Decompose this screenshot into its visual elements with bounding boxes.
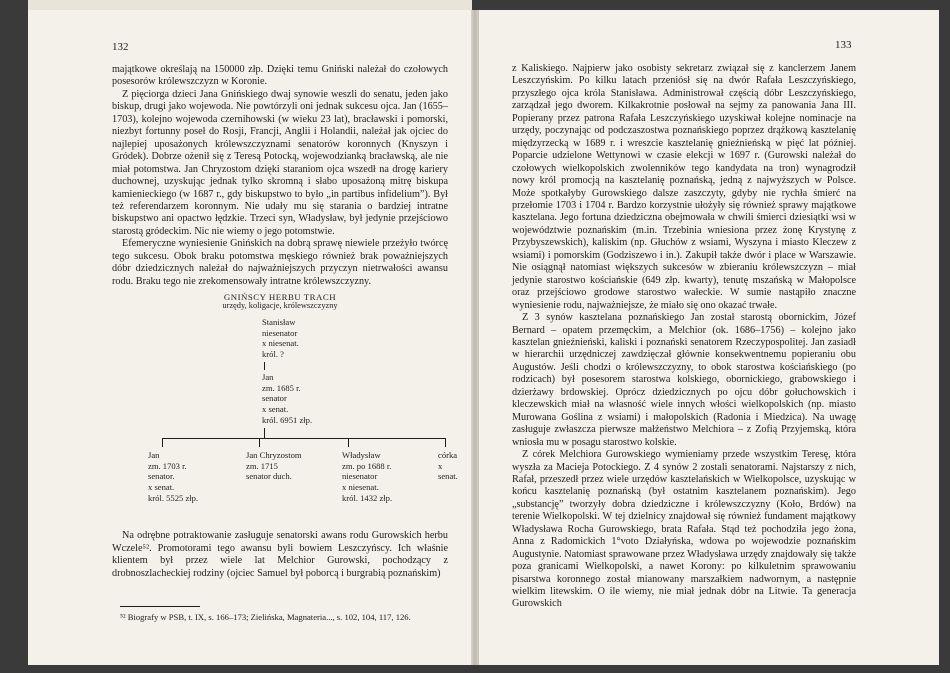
tree-node-jan-child: Jan zm. 1703 r. senator. x senat. król. 5525 złp.	[148, 450, 199, 503]
tree-connector	[264, 428, 265, 438]
tree-node-corka: córka x senat.	[438, 450, 458, 482]
right-page	[478, 10, 939, 665]
left-page	[28, 10, 473, 665]
tree-node-jan: Jan zm. 1685 r. senator x senat. król. 6951 złp.	[262, 372, 313, 425]
tree-node-wladyslaw: Władysław zm. po 1688 r. niesenator x niesenat. król. 1432 złp.	[342, 450, 393, 503]
paragraph: Z pięciorga dzieci Jana Gnińskiego dwaj synowie weszli do senatu, jeden jako biskup, drugi jako wojewoda. Nie powtórzyli oni jednak sukcesu ojca. Jan (1655–1703), kolejno wojewoda czernihowski (w wieku 23 lat), bracławski i pomorski, niezbyt fortunny poseł do Rosji, Francji, Anglii i Holandii, należał jak ojciec do najlepiej uposażonych królewszczyznami senatorów koronnych (Knyszyn i Gródek). Dobrze ożenił się z Teresą Potocką, wojewodzianką bracławską, ale nie miał potomstwa. Jan Chryzostom dzięki staraniom ojca wszedł na drogę kariery duchownej, uzyskując jednak tylko skromną i słabo uposażoną mitrę biskupa kamienieckiego (w 1687 r., gdy biskupstwo to było „in partibus infidelium”). Był też referendarzem koronnym. Nie udały mu się starania o bardziej intratne biskupstwo ani opactwo łędzkie. Trzeci syn, Władysław, był jedynie przejściowo starostą gródeckim. Nic nie wiemy o jego potomstwie.	[112, 88, 448, 237]
left-text-column	[112, 64, 458, 580]
tree-connector	[264, 362, 265, 370]
paragraph: z Kaliskiego. Najpierw jako osobisty sekretarz związał się z kanclerzem Janem Leszczyńskim. Po kilku latach przeniósł się na dwór Rafała Leszczyńskiego, przyszłego ojca króla Stanisława. Administrował częścią dóbr Leszczyńskiego, zarządzał jego dworem. Kilkakrotnie posłował na sejmy za panowania Jana III. Popierany przez patrona Rafała Leszczyńskiego uzyskiwał kolejne nominacje na urzędy, poczynając od podczaszostwa poznańskiego poprzez drążkową kasztelanię międzyrzecką w 1689 r. i wreszcie kasztelanię gnieźnieńską w pięć lat później. Poparcie udzielone Wettynowi w czasie elekcji w 1697 r. (Gurowski należał do czołowych wielkopolskich zwolenników tego kandydata na tron) wynagrodził nowy król promocją na kasztelanię poznańską, jedną z najwyższych w Polsce. Może spotkałyby Gurowskiego dalsze zaszczyty, gdyby nie rychła śmierć na przełomie 1703 i 1704 r. Bardzo korzystnie ułożyły się również sprawy majątkowe kasztelana. Jego fortuna dziedziczna obejmowała w chwili śmierci dziesiątki wsi w województwie poznańskim (m.in. Trzebinia wniesiona przez żonę Krystynę z Przybyszewskich), kaliskim (np. Głuchów z wsiami, Wyszyna i miasto Kleczew z wsiami) i pomorskim (Godziszewo i in.). Zakupił także dwór i place w Warszawie. Nie osiągnął natomiast większych sukcesów w zbieraniu królewszczyzn – miał jedynie starostwo kościańskie (649 złp. kwarty), tenutę mszańską w Małopolsce oraz przejściowo grodowe starostwo wałeckie. W sumie nastąpiło znaczne wyniesienie rodu, najważniejsze, że miało się ono okazać trwałe.	[512, 63, 856, 311]
footnote-rule	[120, 606, 200, 607]
tree-node-jan-chryzostom: Jan Chryzostom zm. 1715 senator duch.	[246, 450, 302, 482]
paragraph: Efemeryczne wyniesienie Gnińskich na dobrą sprawę niewiele przeżyło twórcę tego sukcesu. Obok braku potomstwa męskiego również brak poważniejszych dóbr dziedzicznych należał do najważniejszych przyczyn nietrwałości awansu rodu. Braku tego nie zrekomensowały intratne królewszczyzny.	[112, 238, 448, 287]
tree-connector	[259, 438, 260, 447]
tree-subtitle: urzędy, koligacje, królewszczyzny	[222, 301, 338, 311]
paragraph: Z 3 synów kasztelana poznańskiego Jan został starostą obornickim, Józef Bernard – opatem przemęckim, a Melchior (ok. 1686–1756) – kolejno jako kasztelan gnieźnieński, kaliski i poznański senatorem Rzeczypospolitej. Jan zasiadł w hierarchii urzędniczej zawdzięczał głównie konsekwentnemu popieraniu obu Augustów. Jeśli chodzi o królewszczyzny, to obok starostwa kościańskiego (po rodzicach) był posesorem starostwa kolskiego, obornickiego, grabowskiego i dzierżawy brdowskiej. Oprócz dziedzicznych po ojcu dóbr gołuchowskich i kleczewskich miał na własność wiele innych włości wielkopolskich (np. miasto Murowana Goślina z wsiami) i małopolskich (Radonia i Miedzica). Na uwagę zasługuje zwłaszcza pierwsze małżeństwo Melchiora – z Zofią Przyjemską, która wniosła mu w posagu starostwo kolskie.	[512, 312, 856, 448]
tree-node-stanislaw: Stanisław niesenator x niesenat. król. ?	[262, 317, 299, 359]
right-text-column	[512, 63, 856, 611]
tree-connector	[348, 438, 349, 447]
paragraph: majątkowe określają na 150000 złp. Dzięki temu Gniński należał do czołowych posesorów królewszczyzn w Koronie.	[112, 64, 448, 88]
paragraph: Na odrębne potraktowanie zasługuje senatorski awans rodu Gurowskich herbu Wczele⁵². Promotorami tego awansu byli bowiem Leszczyńscy. Ich właśnie klientem był przez wiele lat Melchior Gurowski, pochodzący z drobnoszlacheckiej rodziny (ojciec Samuel był poborcą i burgrabią poznańskim)	[112, 530, 448, 579]
page-number: 133	[835, 39, 852, 51]
tree-connector	[162, 438, 163, 447]
tree-connector	[445, 438, 446, 447]
footnote-text: ⁵² Biografy w PSB, t. IX, s. 166–173; Zielińska, Magnateria..., s. 102, 104, 117, 126.	[120, 612, 411, 622]
tree-connector	[162, 438, 446, 439]
paragraph: Z córek Melchiora Gurowskiego wymieniamy przede wszystkim Teresę, która wyszła za Macieja Potockiego. Z 4 synów 2 zostali senatorami. Najstarszy z nich, Rafał, przeszedł przez wiele urzędów kasztelańskich w Wielkopolsce, uzyskując w końcu kasztelanię poznańską (był ostatnim kasztelanem poznańskim). Jego „substancję” tworzyły dobra dziedziczne i królewszczyzny (Koło, Brdów) na terenie Wielkopolski. W tej dzielnicy znajdował się również fundament majątkowy Władysława Rocha Gurowskiego, brata Rafała. Stąd też pochodziła jego żona, Anna z Radomickich 1°voto Działyńska, wdowa po wojewodzie poznańskim Augustynie. Natomiast sprawowane przez Władysława urzędy znajdowały się także poza granicami Wielkopolski, a nawet Korony: po kilkuletnim sprawowaniu pisarstwa koronnego został mianowany marszałkiem nadwornym, a następnie wielkim litewskim. O ile wiemy, nie miał jednak dóbr na Litwie. Ta generacja Gurowskich	[512, 449, 856, 610]
tree-title: GNIŃSCY HERBU TRACH	[223, 292, 337, 303]
page-number: 132	[112, 41, 129, 53]
family-tree	[112, 290, 458, 526]
footnote	[120, 606, 450, 622]
